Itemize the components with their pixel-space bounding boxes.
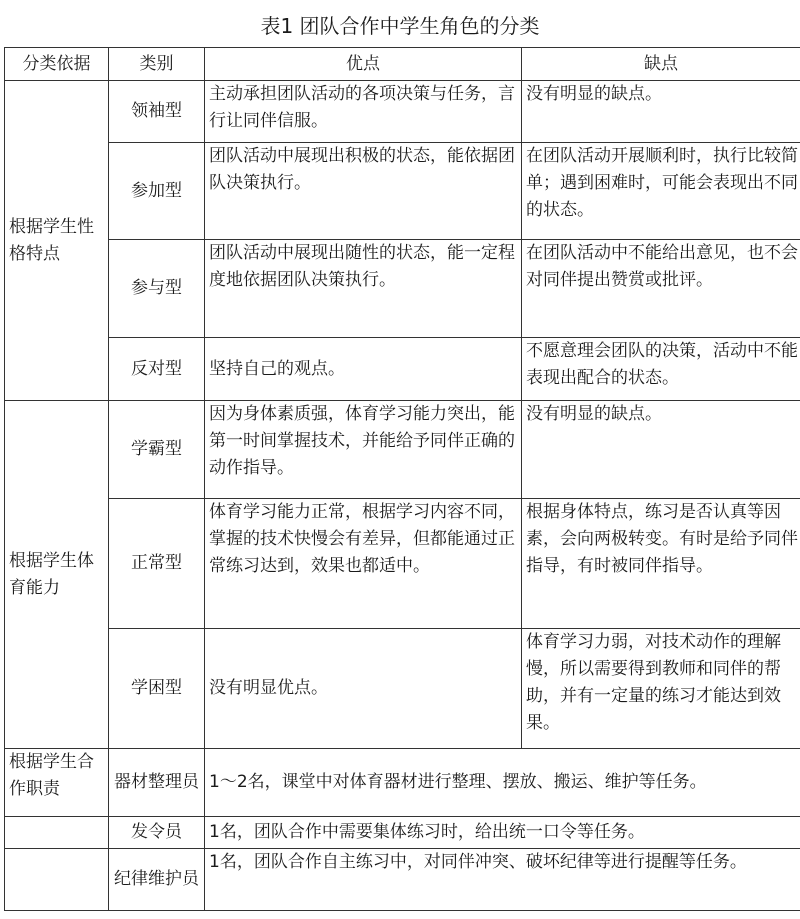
advantages-cell: 团队活动中展现出随性的状态，能一定程度地依据团队决策执行。 bbox=[205, 240, 522, 338]
table-row bbox=[5, 143, 800, 240]
advantages-cell: 体育学习能力正常，根据学习内容不同，掌握的技术快慢会有差异，但都能通过正常练习达到，效果也都适中。 bbox=[205, 499, 522, 629]
basis-cell: 根据学生合作职责 bbox=[5, 749, 109, 817]
advantages-cell: 没有明显优点。 bbox=[205, 629, 522, 749]
category-cell: 参加型 bbox=[109, 143, 205, 240]
advantages-cell: 主动承担团队活动的各项决策与任务，言行让同伴信服。 bbox=[205, 81, 522, 143]
disadvantages-cell: 根据身体特点，练习是否认真等因素，会向两极转变。有时是给予同伴指导，有时被同伴指导。 bbox=[522, 499, 800, 629]
category-cell: 领袖型 bbox=[109, 81, 205, 143]
description-cell: 1名，团队合作自主练习中，对同伴冲突、破坏纪律等进行提醒等任务。 bbox=[205, 849, 800, 911]
table-row bbox=[5, 401, 800, 499]
header-row bbox=[5, 48, 800, 81]
table-title: 表1 团队合作中学生角色的分类 bbox=[260, 14, 540, 38]
table-row bbox=[5, 817, 800, 849]
category-cell: 器材整理员 bbox=[109, 749, 205, 817]
table-row bbox=[5, 499, 800, 629]
role-classification-table bbox=[4, 47, 800, 911]
table-row bbox=[5, 629, 800, 749]
disadvantages-cell: 不愿意理会团队的决策，活动中不能表现出配合的状态。 bbox=[522, 338, 800, 401]
category-cell: 纪律维护员 bbox=[109, 849, 205, 911]
header-advantages: 优点 bbox=[205, 48, 522, 81]
description-cell: 1名，团队合作中需要集体练习时，给出统一口令等任务。 bbox=[205, 817, 800, 849]
basis-cell: 根据学生性格特点 bbox=[5, 81, 109, 401]
header-basis: 分类依据 bbox=[5, 48, 109, 81]
disadvantages-cell: 在团队活动开展顺利时，执行比较简单；遇到困难时，可能会表现出不同的状态。 bbox=[522, 143, 800, 240]
category-cell: 发令员 bbox=[109, 817, 205, 849]
advantages-cell: 坚持自己的观点。 bbox=[205, 338, 522, 401]
table-row bbox=[5, 81, 800, 143]
disadvantages-cell: 体育学习力弱，对技术动作的理解慢，所以需要得到教师和同伴的帮助，并有一定量的练习才能达到效果。 bbox=[522, 629, 800, 749]
table-row bbox=[5, 240, 800, 338]
header-disadvantages: 缺点 bbox=[522, 48, 800, 81]
basis-cell-empty bbox=[5, 849, 109, 911]
category-cell: 反对型 bbox=[109, 338, 205, 401]
category-cell: 学霸型 bbox=[109, 401, 205, 499]
header-category: 类别 bbox=[109, 48, 205, 81]
table-row bbox=[5, 749, 800, 817]
description-cell: 1～2名，课堂中对体育器材进行整理、摆放、搬运、维护等任务。 bbox=[205, 749, 800, 817]
advantages-cell: 团队活动中展现出积极的状态，能依据团队决策执行。 bbox=[205, 143, 522, 240]
disadvantages-cell: 没有明显的缺点。 bbox=[522, 401, 800, 499]
advantages-cell: 因为身体素质强，体育学习能力突出，能第一时间掌握技术，并能给予同伴正确的动作指导。 bbox=[205, 401, 522, 499]
basis-cell: 根据学生体育能力 bbox=[5, 401, 109, 749]
disadvantages-cell: 没有明显的缺点。 bbox=[522, 81, 800, 143]
table-row bbox=[5, 849, 800, 911]
table-row bbox=[5, 338, 800, 401]
category-cell: 学困型 bbox=[109, 629, 205, 749]
basis-cell-empty bbox=[5, 817, 109, 849]
category-cell: 正常型 bbox=[109, 499, 205, 629]
disadvantages-cell: 在团队活动中不能给出意见，也不会对同伴提出赞赏或批评。 bbox=[522, 240, 800, 338]
category-cell: 参与型 bbox=[109, 240, 205, 338]
